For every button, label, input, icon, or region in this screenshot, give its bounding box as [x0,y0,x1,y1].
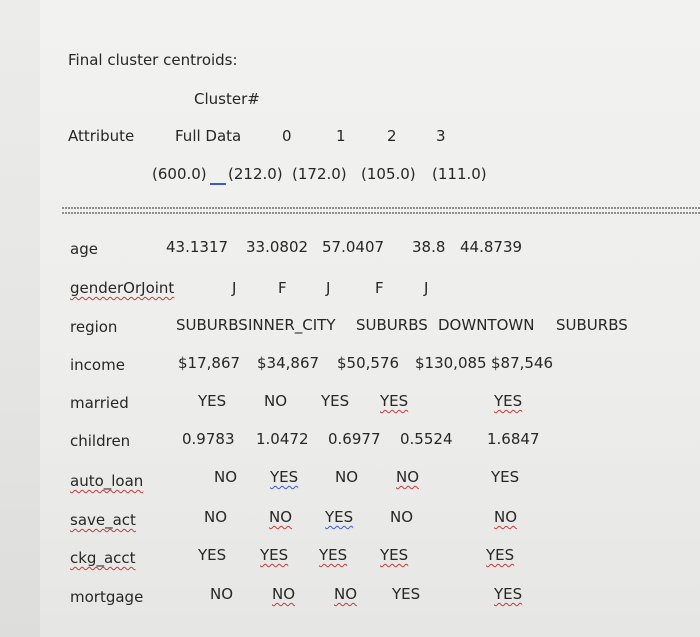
cell-gender-3: J [424,279,429,297]
row-label-region: region [70,318,118,336]
cell-auto-loan-3: YES [491,468,520,486]
cell-auto-loan-0: YES [270,468,299,486]
cell-children-full: 0.9783 [182,430,235,448]
separator-line [62,207,700,209]
cell-income-3: $87,546 [491,354,554,372]
cell-married-0: NO [264,392,288,410]
cell-mortgage-3: YES [494,585,523,603]
cell-income-2: $130,085 [415,354,487,372]
cell-gender-1: J [326,279,331,297]
cell-ckg-acct-1: YES [319,546,348,564]
underline-mark [210,183,226,185]
cell-region-2: DOWNTOWN [438,316,535,334]
attribute-header: Attribute [68,127,135,145]
cell-age-1: 57.0407 [322,238,385,256]
cell-children-3: 1.6847 [487,430,540,448]
row-label-auto-loan: auto_loan [70,472,144,490]
cell-age-3: 44.8739 [460,238,523,256]
row-label-married: married [70,394,129,412]
column-header-1: 1 [336,127,346,145]
cell-children-1: 0.6977 [328,430,381,448]
column-header-2: 2 [387,127,397,145]
cell-region-1: SUBURBS [356,316,428,334]
output-title: Final cluster centroids: [68,51,238,69]
column-header-3: 3 [436,127,446,145]
cell-gender-0: F [278,279,287,297]
count-cluster-3: (111.0) [432,165,487,183]
cell-save-act-2: NO [390,508,414,526]
row-label-gender-or-joint: genderOrJoint [70,279,175,297]
cluster-header: Cluster# [194,90,260,108]
cell-save-act-full: NO [204,508,228,526]
cell-auto-loan-2: NO [396,468,420,486]
cell-gender-2: F [375,279,384,297]
column-header-full-data: Full Data [175,127,242,145]
count-cluster-0: (212.0) [228,165,283,183]
cell-save-act-0: NO [269,508,293,526]
cell-region-0: INNER_CITY [248,316,336,334]
row-label-mortgage: mortgage [70,588,144,606]
row-label-income: income [70,356,125,374]
cell-mortgage-2: YES [392,585,421,603]
cell-children-2: 0.5524 [400,430,453,448]
count-cluster-1: (172.0) [292,165,347,183]
row-label-save-act: save_act [70,511,136,529]
row-label-ckg-acct: ckg_acct [70,549,136,567]
count-full-data: (600.0) [152,165,207,183]
column-header-0: 0 [282,127,292,145]
cell-auto-loan-full: NO [214,468,238,486]
cell-region-3: SUBURBS [556,316,628,334]
cell-married-full: YES [198,392,227,410]
cell-children-0: 1.0472 [256,430,309,448]
cell-age-0: 33.0802 [246,238,309,256]
row-label-age: age [70,240,98,258]
cell-ckg-acct-2: YES [380,546,409,564]
cell-region-full: SUBURBS [176,316,248,334]
cell-mortgage-full: NO [210,585,234,603]
cell-income-1: $50,576 [337,354,400,372]
cell-age-full: 43.1317 [166,238,229,256]
cell-married-1: YES [321,392,350,410]
cell-ckg-acct-full: YES [198,546,227,564]
count-cluster-2: (105.0) [361,165,416,183]
separator-line [62,212,700,214]
cell-save-act-3: NO [494,508,518,526]
cell-age-2: 38.8 [412,238,446,256]
cell-married-2: YES [380,392,409,410]
row-label-children: children [70,432,131,450]
cell-mortgage-0: NO [272,585,296,603]
cell-income-full: $17,867 [178,354,241,372]
cell-ckg-acct-3: YES [486,546,515,564]
cell-mortgage-1: NO [334,585,358,603]
cell-auto-loan-1: NO [335,468,359,486]
cell-save-act-1: YES [325,508,354,526]
cell-income-0: $34,867 [257,354,320,372]
cell-gender-full: J [232,279,237,297]
cell-married-3: YES [494,392,523,410]
cell-ckg-acct-0: YES [260,546,289,564]
